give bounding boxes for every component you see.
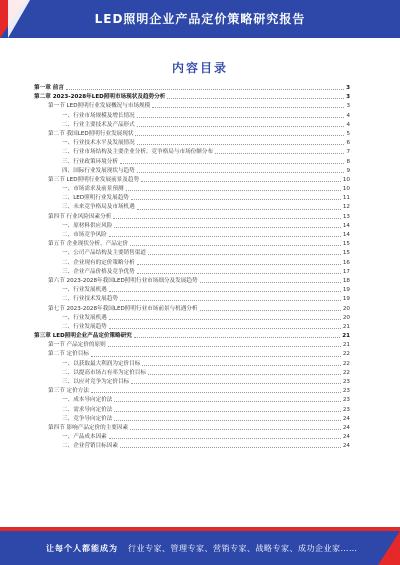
toc-entry-text: 二、行业市场结构及主要企业分析、竞争格局与市场份额分布 (62, 149, 214, 156)
toc-entry-text: 二、以提高市场占有率为定价目标 (62, 369, 146, 376)
toc-leader-dots (120, 300, 341, 301)
toc-leader-dots (130, 245, 341, 246)
toc-entry[interactable] (34, 112, 350, 121)
toc-entry-text: 第四节 影响产品定价的主要因素 (48, 424, 129, 431)
toc-leader-dots (113, 218, 341, 219)
toc-entry-page: 14 (342, 222, 350, 229)
toc-entry[interactable] (34, 130, 350, 139)
toc-entry-page: 21 (342, 323, 350, 330)
toc-entry-text: 四、国际行业发展现状与趋势 (62, 167, 135, 174)
toc-entry-page: 24 (342, 434, 350, 441)
toc-entry-text: 二、企业现有的定价策略分析 (62, 259, 135, 266)
toc-entry-page: 15 (342, 241, 350, 248)
toc-leader-dots (200, 310, 341, 311)
toc-entry-page: 24 (342, 443, 350, 450)
toc-entry-text: 第三节 定价方法 (48, 388, 89, 395)
toc-entry-text: 第一章 前言 (34, 85, 64, 91)
toc-entry-page: 24 (342, 424, 350, 431)
toc-entry[interactable] (34, 286, 350, 295)
toc-entry-page: 3 (346, 103, 350, 110)
toc-entry-text: 第三章 LED照明企业产品定价策略研究 (34, 333, 132, 340)
toc-entry-text: 二、LED照明行业发展趋势 (62, 195, 129, 202)
toc-entry[interactable] (34, 350, 350, 359)
toc-entry[interactable] (34, 148, 350, 157)
toc-entry-page: 7 (346, 149, 350, 156)
toc-leader-dots (137, 144, 345, 145)
toc-entry[interactable] (34, 84, 350, 93)
toc-entry[interactable] (34, 93, 350, 102)
toc-entry[interactable] (34, 185, 350, 194)
toc-entry-text: 第五节 企业现状分析、产品定价 (48, 241, 129, 248)
toc-entry[interactable] (34, 102, 350, 111)
toc-entry[interactable] (34, 240, 350, 249)
toc-entry-text: 二、需求导向定价法 (62, 406, 113, 413)
toc-entry-text: 三、以应对竞争为定价目标 (62, 379, 130, 385)
toc-entry-text: 第二节 定价目标 (48, 351, 89, 358)
toc-entry-text: 第二节 我国LED照明行业发展现状 (48, 130, 134, 137)
toc-leader-dots (120, 447, 341, 448)
toc-entry[interactable] (34, 341, 350, 350)
toc-entry-text: 一、行业市场规模及增长情况 (62, 112, 135, 119)
toc-entry[interactable] (34, 222, 350, 231)
toc-leader-dots (130, 429, 341, 430)
toc-entry-page: 6 (346, 140, 350, 147)
toc-entry-text: 二、市场竞争风险 (62, 232, 107, 238)
toc-leader-dots (109, 438, 341, 439)
toc-entry-page: 20 (342, 305, 350, 312)
toc-leader-dots (141, 181, 341, 182)
report-title: LED照明企业产品定价策略研究报告 (94, 12, 306, 26)
toc-leader-dots (137, 273, 341, 274)
toc-entry-page: 10 (342, 176, 350, 183)
toc-entry-page: 19 (342, 296, 350, 303)
toc-entry-page: 19 (342, 287, 350, 294)
toc-leader-dots (131, 199, 341, 200)
toc-entry-page: 18 (342, 277, 350, 284)
toc-entry-page: 22 (342, 360, 350, 367)
toc-entry-text: 一、行业发展机遇 (62, 314, 107, 321)
toc-entry[interactable] (34, 396, 350, 405)
toc-entry-text: 第三节 LED照明行业发展前景及趋势 (48, 176, 140, 183)
toc-leader-dots (109, 236, 341, 237)
toc-entry-text: 三、行业政策环境分析 (62, 158, 118, 165)
toc-leader-dots (167, 98, 344, 99)
toc-leader-dots (137, 209, 341, 210)
toc-entry-text: 二、行业发展趋势 (62, 323, 107, 330)
toc-leader-dots (114, 411, 341, 412)
toc-entry-page: 5 (346, 130, 350, 137)
toc-entry[interactable] (34, 323, 350, 332)
toc-entry-page: 22 (342, 351, 350, 358)
toc-entry[interactable] (34, 277, 350, 286)
footer-expert-list: 行业专家、管理专家、营销专家、战略专家、成功企业家…… (128, 544, 358, 553)
toc-entry-page: 12 (342, 204, 350, 211)
toc-entry-page: 23 (342, 406, 350, 413)
toc-entry-text: 第六节 2023-2028年我国LED照明行业市场细分及发展趋势 (48, 277, 198, 284)
toc-entry-text: 一、以获取最大利润为定价目标 (62, 360, 141, 367)
footer-red-corner (378, 531, 400, 565)
toc-leader-dots (134, 337, 340, 338)
toc-entry-text: 第七节 2023-2028年我国LED照明行业市场前景与机遇分析 (48, 305, 198, 312)
toc-leader-dots (215, 153, 344, 154)
toc-entry[interactable] (34, 424, 350, 433)
toc-entry-page: 17 (342, 268, 350, 275)
toc-heading: 内容目录 (171, 61, 228, 75)
toc-entry-page: 11 (342, 195, 350, 202)
toc-entry-text: 三、竞争导向定价法 (62, 415, 113, 422)
toc-leader-dots (66, 89, 344, 90)
toc-leader-dots (114, 420, 341, 421)
toc-leader-dots (137, 172, 345, 173)
toc-entry[interactable] (34, 268, 350, 277)
toc-entry-page: 23 (342, 379, 350, 385)
toc-entry-text: 一、原材料供应风险 (62, 222, 113, 229)
toc-entry-text: 二、企业营销目标因素 (62, 443, 118, 450)
toc-entry-page: 24 (342, 415, 350, 422)
toc-entry-text: 一、行业发展机遇 (62, 287, 107, 294)
toc-entry-text: 二、行业主要技术及产品形式 (62, 121, 135, 128)
toc-entry-text: 第二章 2023-2028年LED照明市场现状及趋势分析 (34, 94, 166, 101)
toc-leader-dots (91, 356, 341, 357)
page-header (0, 0, 400, 38)
toc-leader-dots (131, 383, 341, 384)
toc-entry-page: 21 (342, 333, 350, 340)
toc-entry-text: 一、产品成本因素 (62, 434, 107, 441)
toc-entry-page: 10 (342, 186, 350, 193)
toc-entry-text: 第一节 LED照明行业发展概况与市场规模 (48, 103, 151, 110)
toc-leader-dots (137, 126, 345, 127)
toc-leader-dots (142, 365, 341, 366)
toc-leader-dots (126, 190, 341, 191)
toc-entry-page: 14 (342, 232, 350, 238)
toc-leader-dots (137, 264, 341, 265)
toc-entry-text: 第四节 行业风险因素分析 (48, 213, 112, 220)
toc-entry-page: 16 (342, 259, 350, 266)
toc-entry-text: 二、行业技术发展趋势 (62, 296, 118, 303)
toc-entry[interactable] (34, 167, 350, 176)
toc-entry-page: 13 (342, 213, 350, 220)
toc-entry[interactable] (34, 203, 350, 212)
toc-leader-dots (152, 107, 344, 108)
toc-leader-dots (91, 392, 341, 393)
toc-entry[interactable] (34, 369, 350, 378)
toc-entry-page: 8 (346, 158, 350, 165)
table-of-contents (34, 84, 350, 452)
toc-entry-page: 3 (346, 85, 350, 91)
toc-entry-page: 23 (342, 388, 350, 395)
toc-entry[interactable] (34, 213, 350, 222)
toc-entry-page: 15 (342, 250, 350, 257)
toc-leader-dots (109, 328, 341, 329)
toc-entry[interactable] (34, 259, 350, 268)
toc-entry[interactable] (34, 387, 350, 396)
toc-entry-text: 一、行业技术水平及发展情况 (62, 140, 135, 147)
toc-entry[interactable] (34, 378, 350, 387)
toc-entry[interactable] (34, 332, 350, 341)
toc-entry[interactable] (34, 406, 350, 415)
toc-entry[interactable] (34, 139, 350, 148)
toc-entry[interactable] (34, 295, 350, 304)
toc-entry-text: 一、市场需求及前景预测 (62, 186, 124, 193)
toc-leader-dots (114, 401, 341, 402)
toc-entry-text: 一、公司产品结构及主要销售渠道 (62, 250, 146, 257)
toc-entry[interactable] (34, 249, 350, 258)
toc-entry-page: 4 (346, 112, 350, 119)
toc-entry-page: 21 (342, 342, 350, 349)
toc-entry-page: 9 (346, 167, 350, 174)
toc-entry[interactable] (34, 176, 350, 185)
toc-leader-dots (114, 227, 341, 228)
page-footer (0, 531, 400, 565)
toc-leader-dots (200, 282, 341, 283)
toc-entry[interactable] (34, 433, 350, 442)
toc-entry[interactable] (34, 314, 350, 323)
toc-entry-text: 第一节 产品定价的原则 (48, 342, 106, 349)
toc-leader-dots (109, 291, 341, 292)
toc-entry[interactable] (34, 360, 350, 369)
toc-entry[interactable] (34, 158, 350, 167)
toc-entry[interactable] (34, 121, 350, 130)
toc-entry[interactable] (34, 231, 350, 240)
footer-slogan: 让每个人都能成为 (46, 544, 118, 553)
toc-entry[interactable] (34, 415, 350, 424)
toc-leader-dots (109, 319, 341, 320)
toc-entry[interactable] (34, 305, 350, 314)
toc-leader-dots (148, 254, 341, 255)
toc-leader-dots (135, 135, 344, 136)
toc-entry-page: 22 (342, 369, 350, 376)
toc-leader-dots (108, 346, 341, 347)
toc-leader-dots (120, 163, 344, 164)
toc-leader-dots (137, 117, 345, 118)
toc-entry-page: 20 (342, 314, 350, 321)
toc-entry-text: 三、企业产品价格及竞争优势 (62, 268, 135, 275)
toc-entry-text: 三、未来竞争格局及市场机遇 (62, 204, 135, 211)
toc-leader-dots (148, 374, 341, 375)
toc-entry-page: 3 (346, 94, 350, 101)
toc-entry-page: 23 (342, 397, 350, 404)
toc-entry[interactable] (34, 194, 350, 203)
toc-entry-text: 一、成本导向定价法 (62, 397, 113, 404)
toc-entry-page: 4 (346, 121, 350, 128)
toc-entry[interactable] (34, 442, 350, 451)
